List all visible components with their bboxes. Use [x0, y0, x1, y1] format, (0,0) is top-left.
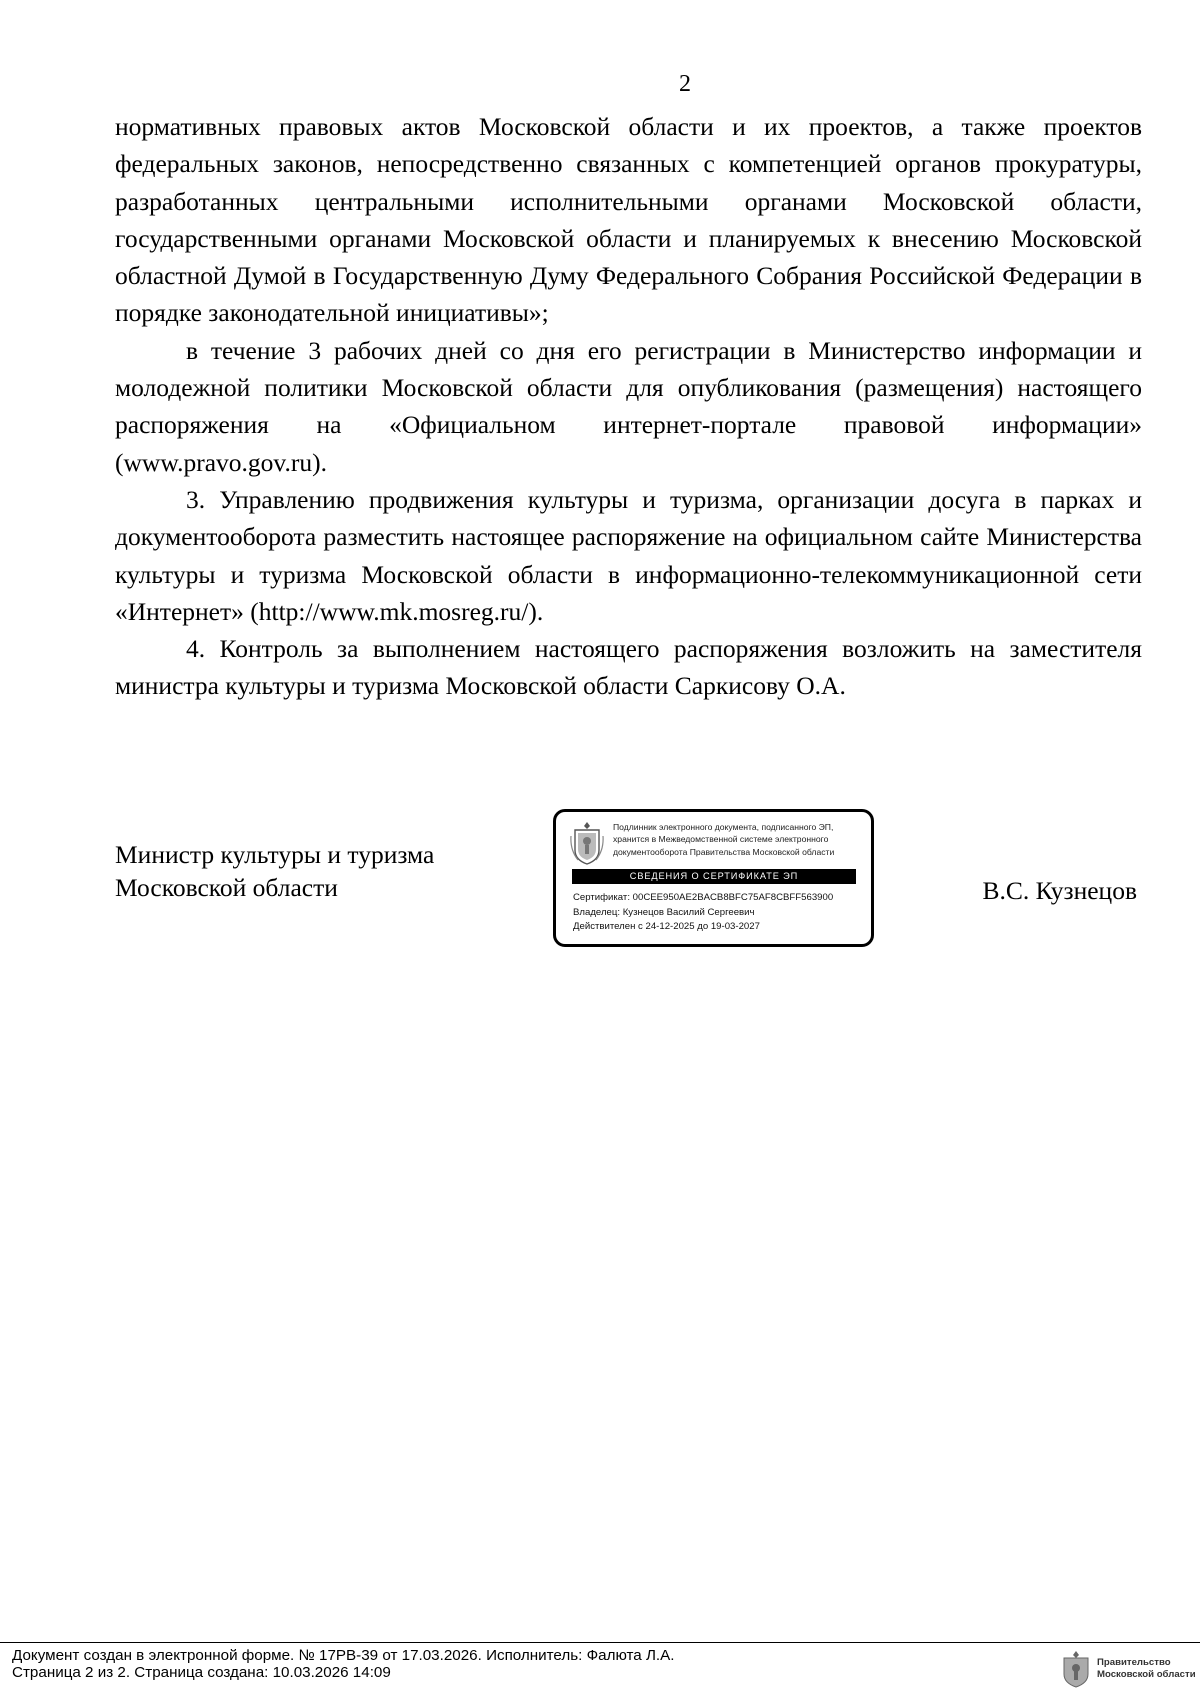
paragraph-item-3: 3. Управлению продвижения культуры и туризма, организации досуга в парках и документооборота разместить настоящее распоряжение на официальном сайте Министерства культуры и туризма Московской области в информационно-телекоммуникационной сети «Интернет» (http://www.mk.mosreg.ru/). — [115, 484, 1142, 626]
document-body — [115, 108, 1142, 705]
paragraph-item-4: 4. Контроль за выполнением настоящего распоряжения возложить на заместителя министра культуры и туризма Московской области Саркисову О.А. — [115, 634, 1142, 701]
stamp-certificate: Сертификат: 00CEE950AE2BACB8BFC75AF8CBFF563900 — [573, 892, 834, 903]
signatory-position-line-1: Министр культуры и туризма — [115, 840, 435, 869]
government-logo-line-1: Правительство — [1097, 1657, 1171, 1668]
coat-of-arms-icon — [570, 820, 604, 866]
footer-line-2: Страница 2 из 2. Страница создана: 10.03.2026 14:09 — [12, 1663, 391, 1681]
government-emblem-icon — [1060, 1650, 1092, 1688]
page-number: 2 — [679, 71, 691, 97]
stamp-header-line-3: документооборота Правительства Московской области — [613, 846, 835, 857]
stamp-owner: Владелец: Кузнецов Василий Сергеевич — [573, 906, 755, 918]
stamp-header — [613, 821, 871, 858]
government-logo — [1060, 1650, 1196, 1690]
stamp-certificate-bar: СВЕДЕНИЯ О СЕРТИФИКАТЕ ЭП — [572, 869, 856, 884]
stamp-details — [573, 891, 869, 935]
government-logo-line-2: Московской области — [1097, 1669, 1196, 1680]
footer-line-1: Документ создан в электронной форме. № 17РВ-39 от 17.03.2026. Исполнитель: Фалюта Л.А. — [12, 1647, 675, 1664]
paragraph-continuation: нормативных правовых актов Московской области и их проектов, а также проектов федеральных законов, непосредственно связанных с компетенцией органов прокуратуры, разработанных центральными исполнительными органами Московской области, государственными органами Московской области и планируемых к внесению Московской областной Думой в Государственную Думу Федерального Собрания Российской Федерации в порядке законодательной инициативы»; — [115, 112, 1142, 328]
electronic-signature-stamp — [553, 809, 874, 947]
footer-divider — [0, 1642, 1200, 1643]
stamp-validity: Действителен с 24-12-2025 до 19-03-2027 — [573, 921, 760, 933]
paragraph-publication: в течение 3 рабочих дней со дня его регистрации в Министерство информации и молодежной политики Московской области для опубликования (размещения) настоящего распоряжения на «Официальном интернет-портале правовой информации» (www.pravo.gov.ru). — [115, 335, 1142, 477]
stamp-header-line-2: хранится в Межведомственной системе электронного — [613, 834, 829, 845]
signatory-position-line-2: Московской области — [115, 873, 338, 902]
signatory-position — [115, 838, 434, 904]
government-logo-text — [1097, 1657, 1196, 1681]
stamp-header-line-1: Подлинник электронного документа, подписанного ЭП, — [613, 822, 834, 832]
footer-info — [12, 1648, 675, 1681]
signatory-name: В.С. Кузнецов — [982, 876, 1137, 905]
